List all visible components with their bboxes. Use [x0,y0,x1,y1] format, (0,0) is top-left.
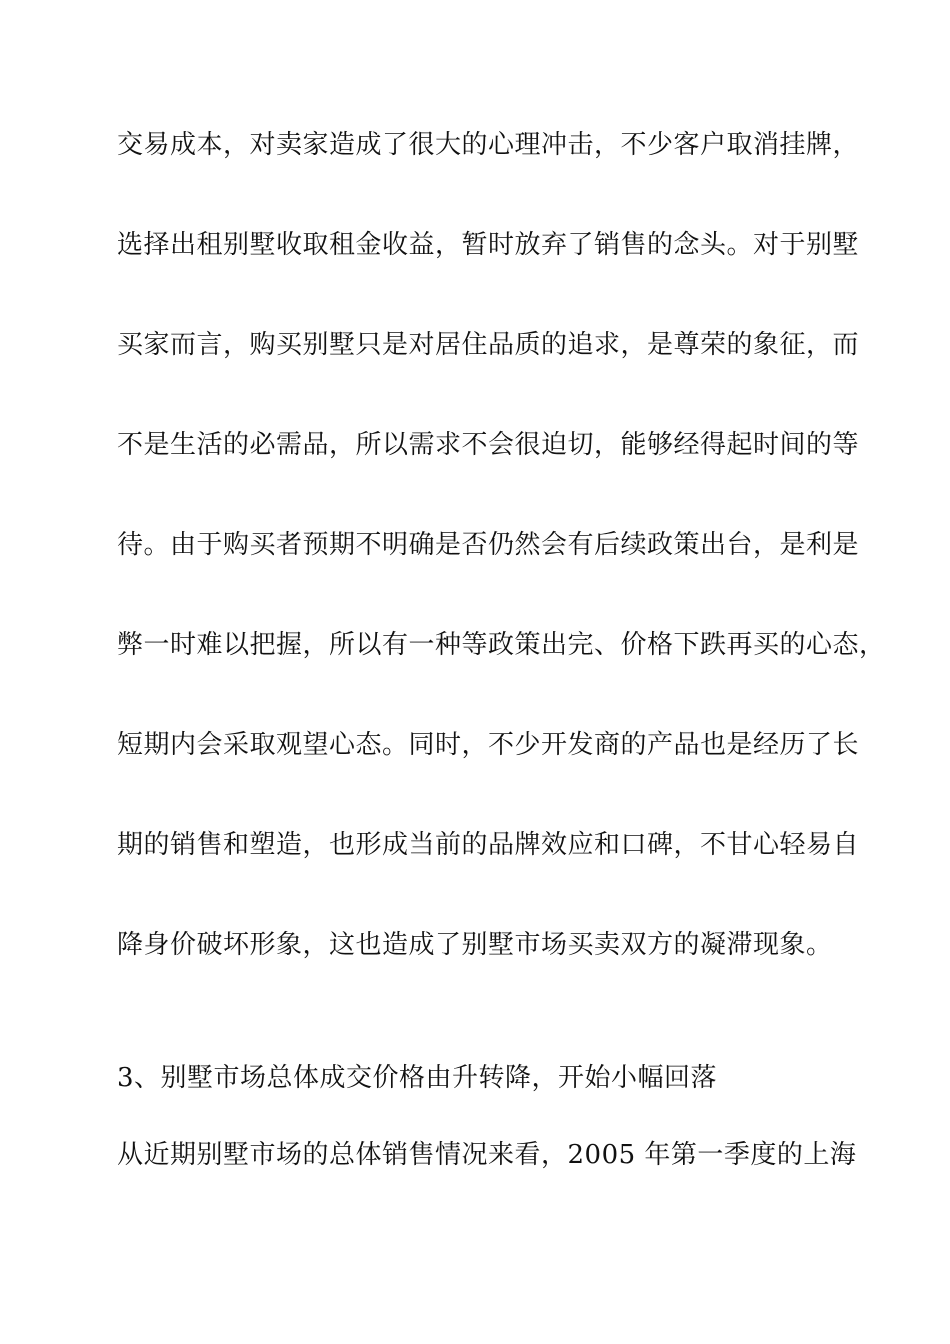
paragraph-line: 选择出租别墅收取租金收益，暂时放弃了销售的念头。对于别墅 [117,230,860,260]
paragraph-line: 不是生活的必需品，所以需求不会很迫切，能够经得起时间的等 [117,430,860,460]
paragraph-line: 待。由于购买者预期不明确是否仍然会有后续政策出台，是利是 [117,530,860,560]
paragraph-line: 买家而言，购买别墅只是对居住品质的追求，是尊荣的象征，而 [117,330,860,360]
paragraph-line: 短期内会采取观望心态。同时，不少开发商的产品也是经历了长 [117,730,860,760]
paragraph-line: 弊一时难以把握，所以有一种等政策出完、价格下跌再买的心态， [117,630,886,660]
section-heading: 3、别墅市场总体成交价格由升转降，开始小幅回落 [117,1063,718,1093]
paragraph-line: 交易成本，对卖家造成了很大的心理冲击，不少客户取消挂牌， [117,130,860,160]
paragraph-line: 降身价破坏形象，这也造成了别墅市场买卖双方的凝滞现象。 [117,930,833,960]
paragraph-line: 从近期别墅市场的总体销售情况来看，2005 年第一季度的上海 [117,1140,857,1170]
paragraph-line: 期的销售和塑造，也形成当前的品牌效应和口碑，不甘心轻易自 [117,830,860,860]
